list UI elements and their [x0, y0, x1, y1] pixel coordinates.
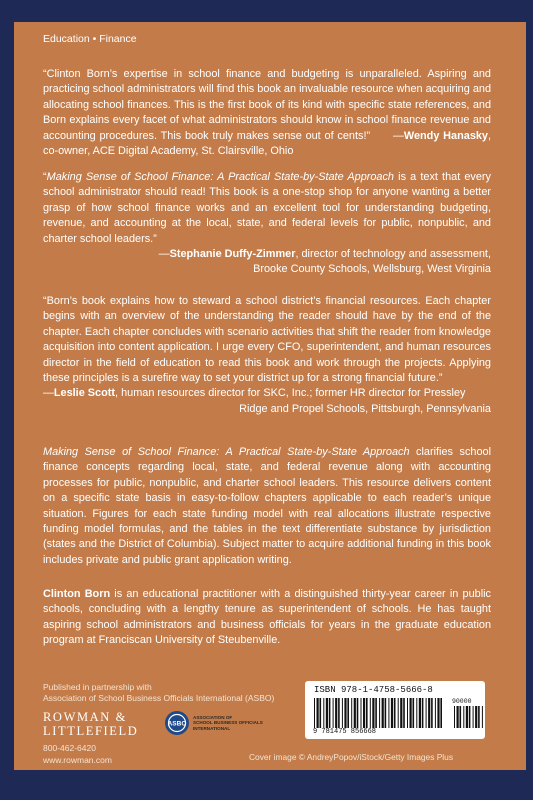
quote-dash: — — [158, 248, 170, 261]
book-title-reference: Making Sense of School Finance: A Practical State-by-State Approach — [46, 171, 394, 183]
isbn-label: ISBN 978-1-4758-5666-8 — [314, 685, 433, 695]
quote-affiliation-cont: Ridge and Propel Schools, Pittsburgh, Pennsylvania — [239, 402, 491, 415]
asbo-name-line: INTERNATIONAL — [193, 725, 231, 731]
partnership-line: Association of School Business Officials International (ASBO) — [43, 693, 275, 703]
quote-author: Wendy Hanasky — [403, 129, 488, 142]
publisher-name-line: LITTLEFIELD — [43, 724, 139, 738]
quote-duffy-zimmer — [43, 170, 491, 278]
book-description — [43, 445, 491, 568]
cover-image-credit: Cover image © AndreyPopov/iStock/Getty Images Plus — [249, 752, 454, 762]
asbo-name — [193, 715, 263, 731]
ean-barcode — [314, 698, 442, 728]
ean-digits: 9 781475 856668 — [313, 728, 377, 736]
addon-digits: 90000 — [452, 698, 472, 705]
publisher-phone: 800-462-6420 — [43, 743, 96, 753]
category-label: Education • Finance — [43, 33, 137, 45]
asbo-logo-icon — [164, 710, 190, 736]
quote-dash: — — [43, 387, 54, 400]
quote-affiliation: , co-owner, ACE Digital Academy, St. Clairsville, Ohio — [43, 129, 492, 158]
book-title-reference: Making Sense of School Finance: A Practical State-by-State Approach — [43, 446, 410, 458]
author-bio — [43, 587, 491, 649]
quote-author: Leslie Scott — [53, 387, 116, 400]
quote-scott — [43, 294, 491, 417]
rowman-littlefield-logo — [43, 710, 138, 738]
bio-text: is an educational practitioner with a distinguished thirty-year career in public schools, concluding with a lengthy tenure as superintendent of schools. He has taught aspiring school administrators and business officials for years in the graduate education program at Franciscan University of Steubenville. — [43, 588, 491, 647]
publisher-website: www.rowman.com — [43, 755, 112, 765]
quote-author: Stephanie Duffy-Zimmer — [169, 248, 296, 261]
addon-barcode — [454, 706, 483, 728]
quote-hanasky — [43, 67, 491, 159]
description-text: clarifies school finance concepts regarding local, state, and federal revenue along with accounting processes for public, nonpublic, and charter school leaders. This resource delivers content on a specific state basis in easy-to-follow chapters applicable to each reader’s unique situation. Figures for each state funding model with real allocations illustrate respective funding model formulas, and the tables in the text differentiate substance by jurisdiction (states and the District of Columbia). Subject matter to acquire additional funding in this book includes private and public grant application writing. — [43, 446, 491, 566]
quote-text: “Born’s book explains how to steward a school district’s financial resources. Each chapter begins with an overview of the understanding the reader should have by the end of the chapter. Each chapter concludes with scenario activities that shift the reader from knowledge acquisition into content application. I urge every CFO, superintendent, and human resources director in the field of education to read this book and work through the projects. Applying these principles is a surefire way to set your district up for a strong financial future.” — [43, 295, 491, 385]
quote-open-mark: “ — [43, 171, 47, 183]
quote-dash: — — [392, 129, 404, 142]
quote-affiliation: , director of technology and assessment, — [295, 248, 491, 261]
asbo-name-line: SCHOOL BUSINESS OFFICIALS — [193, 720, 263, 726]
publisher-contact — [43, 742, 112, 766]
publisher-name-line: ROWMAN & — [43, 710, 127, 724]
author-name: Clinton Born — [43, 588, 111, 600]
quote-affiliation-cont: Brooke County Schools, Wellsburg, West Virginia — [253, 263, 491, 276]
publisher-partnership — [43, 682, 274, 704]
quote-text: is a text that every school administrator should read! This book is a one-stop shop for anyone wanting a better grasp of how school finance works and an excellent tool for understanding budgeting, revenue, and accounting at the local, state, and federal levels for public, nonpublic, and charter school leaders.” — [43, 171, 492, 245]
partnership-line: Published in partnership with — [43, 682, 152, 692]
quote-text: “Clinton Born’s expertise in school finance and budgeting is unparalleled. Aspiring and practicing school administrators will find this book an invaluable resource when acquiring and allocating school finances. This is the first book of its kind with specific state references, and Born explains every facet of what administrators should know in school finance revenue and accounting procedures. This book truly makes sense out of cents!” — [43, 68, 491, 142]
quote-affiliation: , human resources director for SKC, Inc.; former HR director for Pressley — [115, 387, 466, 400]
asbo-name-line: ASSOCIATION OF — [193, 715, 233, 720]
asbo-logo-text: ASBO — [167, 720, 187, 728]
